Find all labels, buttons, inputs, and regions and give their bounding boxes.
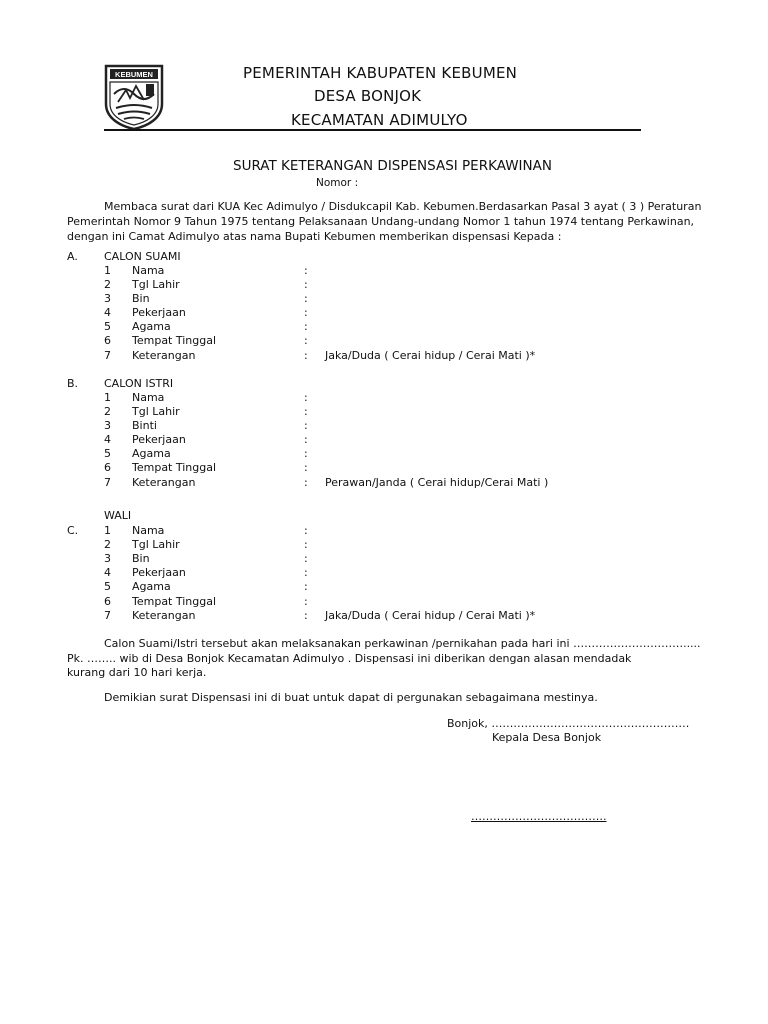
intro-line-2: Pemerintah Nomor 9 Tahun 1975 tentang Pelaksanaan Undang-undang Nomor 1 tahun 1974 tentang Perkawinan, [67,215,695,228]
row-colon: : [304,306,308,319]
row-colon: : [304,264,308,277]
row-colon: : [304,334,308,347]
section-heading: WALI [104,509,132,522]
closing-line-2: Pk. …….. wib di Desa Bonjok Kecamatan Adimulyo . Dispensasi ini diberikan dengan alasan mendadak [67,652,632,665]
row-colon: : [304,552,308,565]
row-colon: : [304,476,308,489]
row-number: 5 [104,580,111,593]
row-colon: : [304,320,308,333]
row-label: Tempat Tinggal [132,334,217,347]
row-number: 1 [104,264,111,277]
row-label: Agama [132,447,171,460]
row-label: Nama [132,524,165,537]
row-label: Keterangan [132,476,196,489]
svg-text:KEBUMEN: KEBUMEN [115,70,153,79]
document-number: Nomor : [316,177,359,189]
row-value: Perawan/Janda ( Cerai hidup/Cerai Mati ) [325,476,549,489]
row-number: 6 [104,334,111,347]
row-number: 2 [104,405,111,418]
row-label: Keterangan [132,349,196,362]
row-colon: : [304,538,308,551]
row-label: Agama [132,320,171,333]
row-number: 1 [104,391,111,404]
row-number: 4 [104,433,111,446]
row-label: Nama [132,264,165,277]
row-label: Agama [132,580,171,593]
row-label: Pekerjaan [132,433,186,446]
header-government: PEMERINTAH KABUPATEN KEBUMEN [243,64,518,82]
closing-statement: Demikian surat Dispensasi ini di buat untuk dapat di pergunakan sebagaimana mestinya. [104,691,598,704]
row-value: Jaka/Duda ( Cerai hidup / Cerai Mati )* [325,349,536,362]
row-colon: : [304,419,308,432]
row-colon: : [304,524,308,537]
row-number: 7 [104,476,111,489]
signature-position: Kepala Desa Bonjok [492,731,602,744]
row-colon: : [304,292,308,305]
row-number: 7 [104,349,111,362]
header-village: DESA BONJOK [314,87,422,105]
signature-name-line: ………………………………. [471,810,607,823]
row-colon: : [304,566,308,579]
row-number: 1 [104,524,111,537]
document-title: SURAT KETERANGAN DISPENSASI PERKAWINAN [233,158,552,174]
row-colon: : [304,349,308,362]
row-number: 6 [104,461,111,474]
row-label: Keterangan [132,609,196,622]
row-number: 6 [104,595,111,608]
row-colon: : [304,461,308,474]
header-district: KECAMATAN ADIMULYO [291,111,468,129]
section-heading: CALON ISTRI [104,377,174,390]
row-label: Tgl Lahir [132,405,180,418]
row-label: Binti [132,419,157,432]
row-label: Tempat Tinggal [132,595,217,608]
section-letter: A. [67,250,78,263]
row-label: Bin [132,292,150,305]
row-number: 2 [104,538,111,551]
row-colon: : [304,391,308,404]
row-number: 3 [104,292,111,305]
row-value: Jaka/Duda ( Cerai hidup / Cerai Mati )* [325,609,536,622]
row-label: Bin [132,552,150,565]
row-colon: : [304,580,308,593]
closing-line-1: Calon Suami/Istri tersebut akan melaksanakan perkawinan /pernikahan pada hari ini …………………………..... [104,637,701,650]
row-colon: : [304,609,308,622]
kebumen-emblem-logo [104,64,164,130]
row-label: Pekerjaan [132,306,186,319]
closing-line-3: kurang dari 10 hari kerja. [67,666,207,679]
signature-place-date: Bonjok, ……………………………………………… [447,717,690,730]
row-number: 7 [104,609,111,622]
row-number: 3 [104,419,111,432]
row-number: 4 [104,306,111,319]
row-number: 5 [104,447,111,460]
row-colon: : [304,447,308,460]
row-label: Tgl Lahir [132,538,180,551]
section-letter: B. [67,377,79,390]
row-colon: : [304,278,308,291]
row-colon: : [304,405,308,418]
row-number: 4 [104,566,111,579]
row-label: Pekerjaan [132,566,186,579]
header-divider [104,129,641,131]
section-heading: CALON SUAMI [104,250,181,263]
intro-line-3: dengan ini Camat Adimulyo atas nama Bupati Kebumen memberikan dispensasi Kepada : [67,230,562,243]
row-label: Nama [132,391,165,404]
row-number: 3 [104,552,111,565]
row-label: Tgl Lahir [132,278,180,291]
row-label: Tempat Tinggal [132,461,217,474]
row-number: 5 [104,320,111,333]
row-colon: : [304,433,308,446]
row-number: 2 [104,278,111,291]
section-letter: C. [67,524,79,537]
intro-line-1: Membaca surat dari KUA Kec Adimulyo / Disdukcapil Kab. Kebumen.Berdasarkan Pasal 3 ayat ( 3 ) Peraturan [104,200,702,213]
row-colon: : [304,595,308,608]
